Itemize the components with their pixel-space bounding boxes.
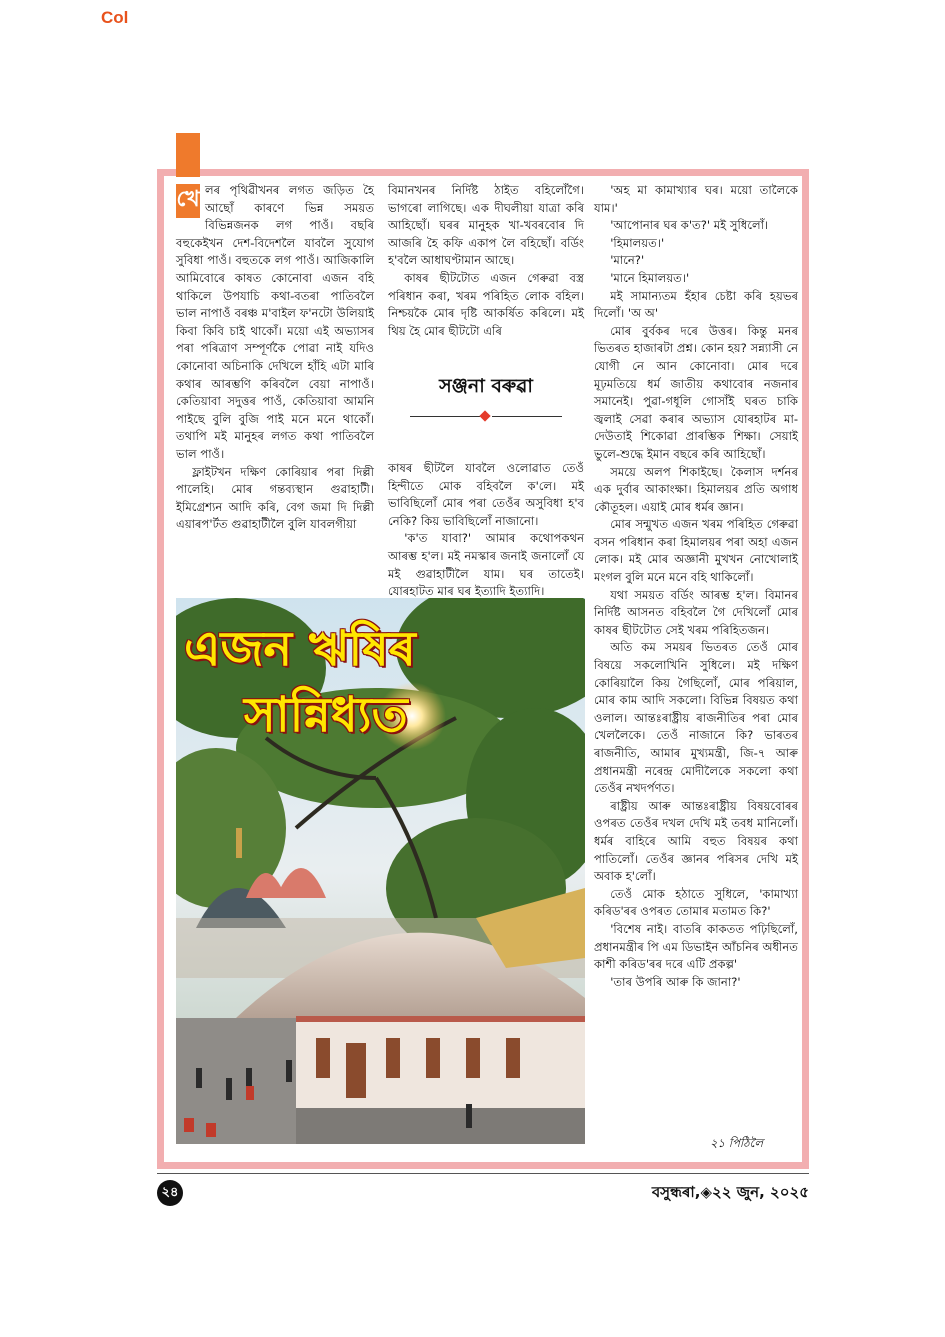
section-tab <box>176 133 200 177</box>
headline-line-1: এজন ঋষিৰ <box>184 621 416 677</box>
paragraph: 'অহ মা কামাখ্যাৰ ঘৰ। ময়ো তালৈকে যাম।' <box>594 183 798 215</box>
paragraph: অতি কম সময়ৰ ভিতৰত তেওঁ মোৰ বিষয়ে সকলোখিনি সুধিলে। মই দক্ষিণ কোৰিয়ালৈ কিয় গৈছিলোঁ, মোৰ পৰিয়াল, মোৰ কাম আদি সকলো। বিভিন্ন বিষয়ত কথা ওলাল। আন্তঃৰাষ্ট্ৰীয় ৰাজনীতিৰ পৰা মোৰ খেললৈকে। তেওঁ নাজানে কি? ভাৰতৰ ৰাজনীতি, আমাৰ মুখ্যমন্ত্ৰী, জি-৭ আৰু প্ৰধানমন্ত্ৰী নৰেন্দ্ৰ মোদীলৈকে সকলো কথা তেওঁৰ নখদৰ্পণত। <box>594 640 798 796</box>
article-headline <box>184 616 416 748</box>
corner-mark: Col <box>101 8 129 27</box>
paragraph: মোৰ সন্মুখত এজন খৰম পৰিহিত গেৰুৱা বসন পৰিধান কৰা হিমালয়ৰ পৰা অহা এজন লোক। মই মোৰ অজ্ঞানী মুখখন নোখোলাই মংগল বুলি মনে মনে বহি থাকিলোঁ। <box>594 517 798 585</box>
article-column-3 <box>594 182 798 991</box>
paragraph: ৰাষ্ট্ৰীয় আৰু আন্তঃৰাষ্ট্ৰীয় বিষয়বোৰৰ ওপৰত তেওঁৰ দখল দেখি মই তবধ মানিলোঁ। ধৰ্মৰ বাহিৰে আমি বহুত বিষয়ৰ কথা পাতিলোঁ। তেওঁৰ জ্ঞানৰ পৰিসৰ দেখি মই অবাক হ'লোঁ। <box>594 798 798 884</box>
paragraph: মই সামান্যতম হঁহাৰ চেষ্টা কৰি হয়ভৰ দিলোঁ। 'অ অ' <box>594 288 798 321</box>
rule-right <box>492 416 562 417</box>
paragraph: 'হিমালয়ত।' <box>610 235 665 250</box>
paragraph: 'মানে হিমালয়ত।' <box>610 270 690 285</box>
article-column-2-lower <box>388 460 584 601</box>
opening-text: লৰ পৃথিৱীখনৰ লগত জড়িত হৈ আছোঁ কাৰণে ভিন্ন সময়ত বিভিন্নজনক লগ পাওঁ। বছৰি বহুকেইখন দেশ-বিদেশলৈ যাবলৈ সুযোগ সুবিধা পাওঁ। বহুতকে লগ পাওঁ। আজিকালি আমিবোৰে কাষত কোনোবা এজন বহি থাকিলে উপযাচি কথা-বতৰা পাতিবলৈ ভাল নাপাওঁ বৰঞ্চ ম'বাইল ফ'নটো উলিয়াই কিবা কিবি চাই থাকোঁ। ময়ো এই অভ্যাসৰ পৰা পৰিত্ৰাণ সম্পূৰ্ণকৈ পোৱা নাই যদিও কোনোবা অচিনাকি দেখিলে হাঁহি এটা মাৰি কথাৰ আৰম্ভণি কৰিবলৈ বেয়া নাপাওঁ। কেতিয়াবা সদুত্তৰ পাওঁ, কেতিয়াবা আমনি পাইছে বুলি বুজি পাই মনে মনে থাকোঁ। তথাপি মই মানুহৰ লগত কথা পাতিবলৈ ভাল পাওঁ। <box>176 183 374 461</box>
paragraph: মোৰ বুৰ্বকৰ দৰে উত্তৰ। কিন্তু মনৰ ভিতৰত হাজাৰটা প্ৰশ্ন। কোন হয়? সন্ন্যাসী নে যোগী নে আন কোনোবা। মোৰ দৰে মূঢ়মতিয়ে ধৰ্ম জাতীয় কথাবোৰ নজনাৰ সমানেই। পুৱা-গধূলি গোসাঁই ঘৰত চাকি জ্বলাই সেৱা কৰাৰ অভ্যাস যোৰহাটৰ মা-দেউতাই শিকোৱা প্ৰাৰম্ভিক শিক্ষা। সেয়াই ভুলে-শুদ্ধে ইমান বছৰে কৰি আহিছোঁ। <box>594 323 798 461</box>
byline-rule <box>400 410 572 424</box>
paragraph: ফ্লাইটখন দক্ষিণ কোৰিয়াৰ পৰা দিল্লী পালেহি। মোৰ গন্তব্যস্থান গুৱাহাটী। ইমিগ্ৰেশ্যন আদি কৰি, বেগ জমা দি দিল্লী এয়াৰপ'ৰ্টত গুৱাহাটীলৈ বুলি যাবলগীয়া <box>176 464 374 532</box>
paragraph: 'বিশেষ নাই। বাতৰি কাকতত পঢ়িছিলোঁ, প্ৰধানমন্ত্ৰীৰ পি এম ডিভাইন আঁচনিৰ অধীনত কাশী কৰিড'ৰৰ দৰে এটি প্ৰকল্প' <box>594 921 798 972</box>
paragraph: যথা সময়ত বৰ্ডিং আৰম্ভ হ'ল। বিমানৰ নিৰ্দিষ্ট আসনত বহিবলৈ গৈ দেখিলোঁ মোৰ কাষৰ ছীটটোত সেই খৰম পৰিহিতজন। <box>594 587 798 637</box>
continued-note: ২১ পিঠিলৈ <box>710 1136 763 1150</box>
headline-line-2: সান্নিধ্যত <box>244 687 408 743</box>
paragraph: 'ক'ত যাবা?' আমাৰ কথোপকথন আৰম্ভ হ'ল। মই নমস্কাৰ জনাই জনালোঁ যে মই গুৱাহাটীলৈ যাম। ঘৰ তাতেই। যোৰহাটত মাৰ ঘৰ ইত্যাদি ইত্যাদি। <box>388 531 584 599</box>
article-column-2 <box>388 182 584 340</box>
author-name: সঞ্জনা বৰুৱা <box>439 375 533 397</box>
diamond-ornament-icon <box>479 410 490 421</box>
paragraph: সময়ে অলপ শিকাইছে। কৈলাস দৰ্শনৰ এক দুৰ্বাৰ আকাংক্ষা। হিমালয়ৰ প্ৰতি অগাধ কৌতূহল। এয়াই মোৰ ধৰ্মৰ জ্ঞান। <box>594 464 798 514</box>
masthead-date: বসুন্ধৰা,◈২২ জুন, ২০২৫ <box>651 1183 809 1201</box>
rule-left <box>410 416 480 417</box>
paragraph: বিমানখনৰ নিৰ্দিষ্ট ঠাইত বহিলোঁগৈ। ভাগৰো লাগিছে। এক দীঘলীয়া যাত্ৰা কৰি আহিছোঁ। ঘৰৰ মানুহক খা-খবৰবোৰ দি আজৰি হৈ কফি একাপ লৈ বহিছোঁ। বৰ্ডিং হ'বলৈ আধাঘণ্টামান আছে। <box>388 183 584 268</box>
page-number: ২৪ <box>157 1180 183 1206</box>
paragraph: তেওঁ মোক হঠাতে সুধিলে, 'কামাখ্যা কৰিড'ৰৰ ওপৰত তোমাৰ মতামত কি?' <box>594 886 798 919</box>
paragraph: কাষৰ ছীটটোত এজন গেৰুৱা বস্ত্ৰ পৰিধান কৰা, খৰম পৰিহিত লোক বহিল। নিশ্চয়কৈ মোৰ দৃষ্টি আকৰ্ষিত কৰিলে। মই থিয় হৈ মোৰ ছীটটো এৰি <box>388 270 584 338</box>
article-column-1 <box>176 182 374 534</box>
opening-paragraph <box>176 182 374 464</box>
paragraph: কাষৰ ছীটলৈ যাবলৈ ওলোৱাত তেওঁ হিন্দীতে মোক বহিবলৈ ক'লে। মই ভাবিছিলোঁ মোৰ পৰা তেওঁৰ অসুবিধা হ'ব নেকি? কিয় ভাবিছিলোঁ নাজানো। <box>388 461 584 528</box>
paragraph: 'আপোনাৰ ঘৰ ক'ত?' মই সুধিলোঁ। <box>610 218 769 233</box>
paragraph: 'মানে?' <box>610 253 645 268</box>
footer-rule <box>157 1173 809 1174</box>
drop-cap: খে <box>176 184 200 218</box>
author-byline <box>400 372 572 424</box>
paragraph: 'তাৰ উপৰি আৰু কি জানা?' <box>610 974 741 989</box>
